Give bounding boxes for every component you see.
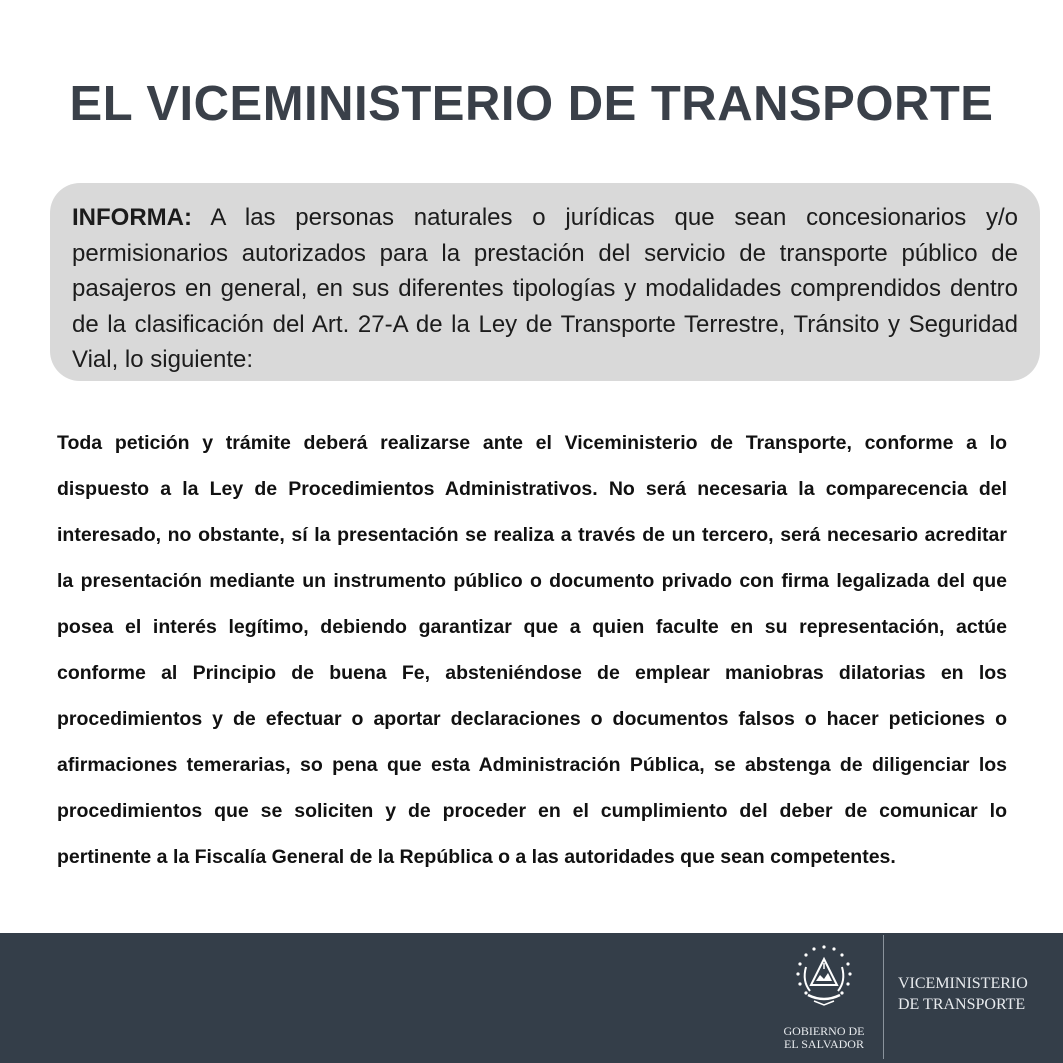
government-label-line1: GOBIERNO DE <box>783 1024 865 1038</box>
ministry-label-line1: VICEMINISTERIO <box>898 975 1028 992</box>
notice-box <box>50 183 1040 381</box>
page-title: EL VICEMINISTERIO DE TRANSPORTE <box>69 77 994 131</box>
notice-text: A las personas naturales o jurídicas que sean concesionarios y/o permisionarios autorizados para la prestación del servicio de transporte público de pasajeros en general, en sus diferentes tipologías y modalidades comprendidos dentro de la clasificación del Art. 27-A de la Ley de Transporte Terrestre, Tránsito y Seguridad Vial, lo siguiente: <box>72 204 1018 373</box>
el-salvador-coat-of-arms-icon <box>792 943 856 1013</box>
ministry-label-line2: DE TRANSPORTE <box>898 996 1026 1013</box>
footer-divider <box>883 935 884 1059</box>
government-label-line2: EL SALVADOR <box>784 1037 864 1051</box>
ministry-label <box>898 973 1058 1015</box>
body-paragraph: Toda petición y trámite deberá realizarse ante el Viceministerio de Transporte, conforme a lo dispuesto a la Ley de Procedimientos Administrativos. No será necesaria la comparecencia del interesado, no obstante, sí la presentación se realiza a través de un tercero, será necesario acreditar la presentación mediante un instrumento público o documento privado con firma legalizada del que posea el interés legítimo, debiendo garantizar que a quien faculte en su representación, actúe conforme al Principio de buena Fe, absteniéndose de emplear maniobras dilatorias en los procedimientos y de efectuar o aportar declaraciones o documentos falsos o hacer peticiones o afirmaciones temerarias, so pena que esta Administración Pública, se abstenga de diligenciar los procedimientos que se soliciten y de proceder en el cumplimiento del deber de comunicar lo pertinente a la Fiscalía General de la República o a las autoridades que sean competentes. <box>57 432 1007 868</box>
footer-bar <box>0 933 1063 1063</box>
notice-paragraph <box>72 200 1018 378</box>
notice-label: INFORMA: <box>72 204 192 231</box>
government-label <box>772 1025 876 1051</box>
